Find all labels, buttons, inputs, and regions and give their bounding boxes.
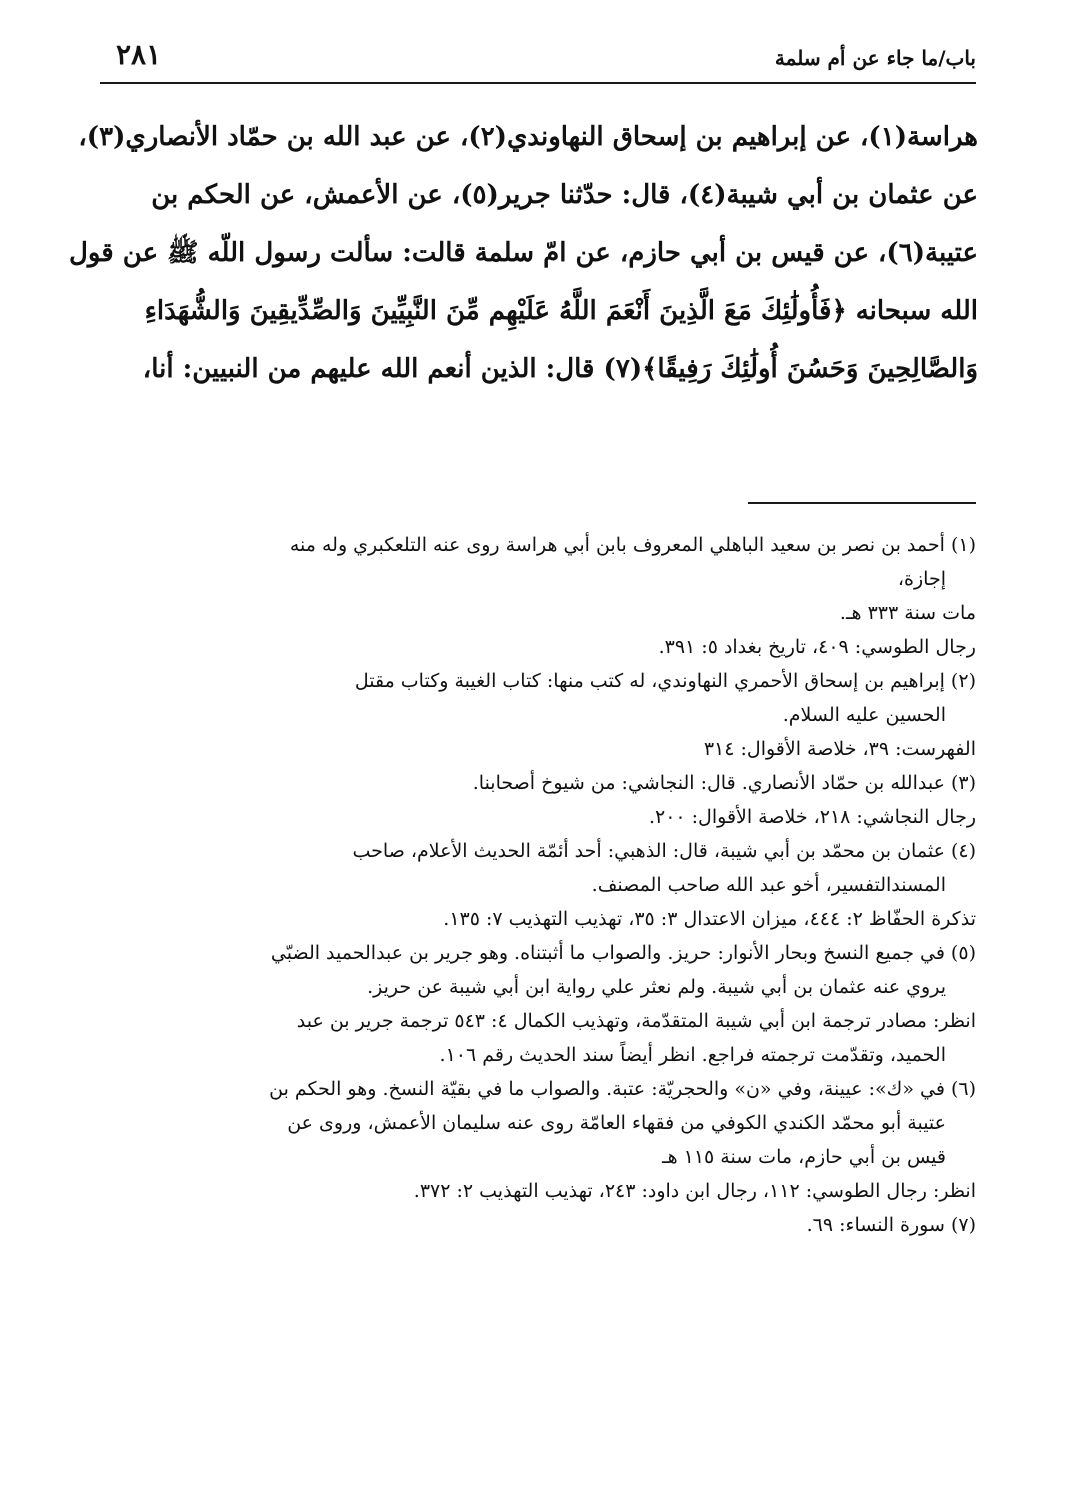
- main-text-line: الله سبحانه ﴿فَأُولَٰئِكَ مَعَ الَّذِينَ أَنْعَمَ اللَّهُ عَلَيْهِم مِّنَ النَّبِيِّينَ وَالصِّدِّيقِينَ وَالشُّهَدَاءِ: [144, 296, 978, 326]
- footnote-line: رجال النجاشي: ٢١٨، خلاصة الأقوال: ٢٠٠.: [648, 806, 976, 828]
- footnote-line: انظر: مصادر ترجمة ابن أبي شيبة المتقدّمة، وتهذيب الكمال ٤: ٥٤٣ ترجمة جرير بن عبد: [296, 1010, 976, 1032]
- footnote-line: يروي عنه عثمان بن أبي شيبة. ولم نعثر علي رواية ابن أبي شيبة عن حريز.: [367, 976, 946, 998]
- footnote-line: انظر: رجال الطوسي: ١١٢، رجال ابن داود: ٢٤٣، تهذيب التهذيب ٢: ٣٧٢.: [413, 1180, 976, 1202]
- footnote-line: (٧) سورة النساء: ٦٩.: [806, 1214, 976, 1236]
- page-number: ٢٨١: [116, 38, 162, 71]
- footnote-line: الحسين عليه السلام.: [782, 704, 946, 726]
- footnote-line: (٦) في «ك»: عيينة، وفي «ن» والحجريّة: عتبة. والصواب ما في بقيّة النسخ. وهو الحكم بن: [269, 1078, 976, 1100]
- footnote-line: (٤) عثمان بن محمّد بن أبي شيبة، قال: الذهبي: أحد أئمّة الحديث الأعلام، صاحب: [352, 840, 976, 862]
- footnote-line: قيس بن أبي حازم، مات سنة ١١٥ هـ: [662, 1146, 946, 1168]
- footnote-line: رجال الطوسي: ٤٠٩، تاريخ بغداد ٥: ٣٩١.: [658, 636, 976, 658]
- main-text-line: وَالصَّالِحِينَ وَحَسُنَ أُولَٰئِكَ رَفِيقًا﴾(٧) قال: الذين أنعم الله عليهم من النبيين: أنا،: [142, 354, 978, 384]
- footnote-line: (٢) إبراهيم بن إسحاق الأحمري النهاوندي، له كتب منها: كتاب الغيبة وكتاب مقتل: [354, 670, 976, 692]
- footnote-line: الفهرست: ٣٩، خلاصة الأقوال: ٣١٤: [703, 738, 976, 760]
- footnote-line: إجازة،: [897, 568, 946, 590]
- footnote-line: (٣) عبدالله بن حمّاد الأنصاري. قال: النجاشي: من شيوخ أصحابنا.: [472, 772, 976, 794]
- page-header: [100, 34, 976, 84]
- footnote-line: تذكرة الحفّاظ ٢: ٤٤٤، ميزان الاعتدال ٣: ٣٥، تهذيب التهذيب ٧: ١٣٥.: [443, 908, 976, 930]
- main-text-line: عن عثمان بن أبي شيبة(٤)، قال: حدّثنا جرير(٥)، عن الأعمش، عن الحكم بن: [151, 180, 978, 210]
- running-header-title: باب/ما جاء عن أم سلمة: [774, 46, 976, 70]
- footnote-separator: [748, 502, 976, 504]
- footnote-line: (١) أحمد بن نصر بن سعيد الباهلي المعروف بابن أبي هراسة روى عنه التلعكبري وله منه: [289, 534, 976, 556]
- footnote-line: الحميد، وتقدّمت ترجمته فراجع. انظر أيضاً سند الحديث رقم ١٠٦.: [439, 1044, 946, 1066]
- main-text-block: [68, 108, 978, 398]
- main-text-line: هراسة(١)، عن إبراهيم بن إسحاق النهاوندي(٢)، عن عبد الله بن حمّاد الأنصاري(٣)،: [78, 122, 978, 152]
- footnote-line: عتيبة أبو محمّد الكندي الكوفي من فقهاء العامّة روى عنه سليمان الأعمش، وروى عن: [287, 1112, 946, 1134]
- footnote-line: مات سنة ٣٣٣ هـ.: [839, 602, 976, 624]
- main-text-line: عتيبة(٦)، عن قيس بن أبي حازم، عن امّ سلمة قالت: سألت رسول اللّه ﷺ عن قول: [68, 238, 978, 268]
- footnotes-block: [100, 528, 976, 1242]
- footnote-line: (٥) في جميع النسخ وبحار الأنوار: حريز. والصواب ما أثبتناه. وهو جرير بن عبدالحميد الضبّي: [270, 942, 976, 964]
- footnote-line: المسندالتفسير، أخو عبد الله صاحب المصنف.: [591, 874, 946, 896]
